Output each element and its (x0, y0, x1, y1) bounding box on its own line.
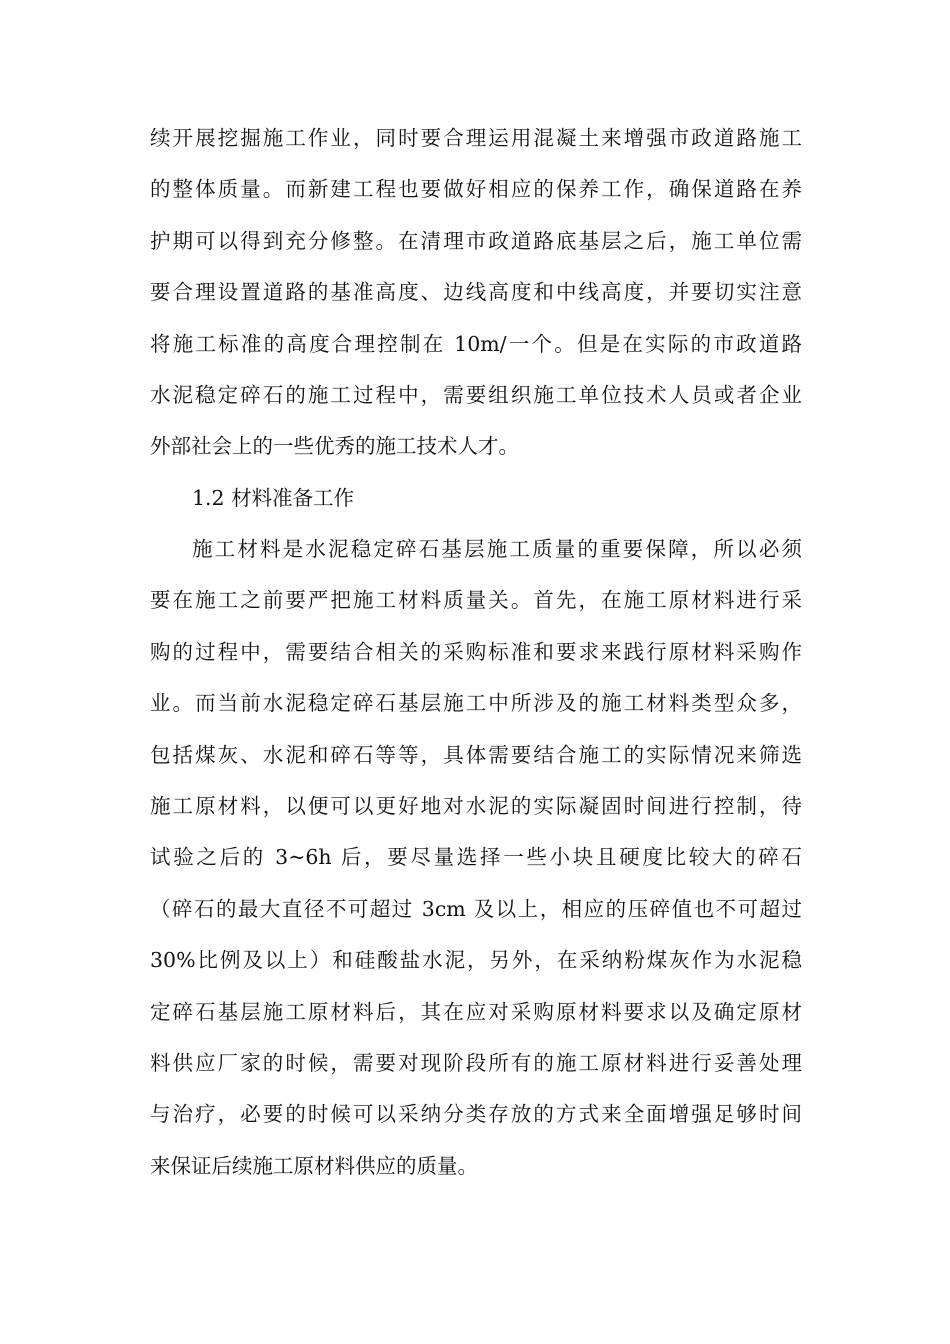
paragraph-line: 将施工标准的高度合理控制在 10m/一个。但是在实际的市政道路 (150, 331, 802, 356)
paragraph-line: 来保证后续施工原材料供应的质量。 (150, 1153, 478, 1178)
paragraph-line: 业。而当前水泥稳定碎石基层施工中所涉及的施工材料类型众多， (150, 691, 802, 716)
paragraph-line: （碎石的最大直径不可超过 3cm 及以上，相应的压碎值也不可超过 (150, 896, 802, 921)
paragraph-line: 要合理设置道路的基准高度、边线高度和中线高度，并要切实注意 (150, 280, 802, 305)
paragraph-line: 定碎石基层施工原材料后，其在应对采购原材料要求以及确定原材 (150, 999, 802, 1024)
paragraph-line: 购的过程中，需要结合相关的采购标准和要求来践行原材料采购作 (150, 639, 802, 664)
paragraph-line: 外部社会上的一些优秀的施工技术人才。 (150, 434, 519, 459)
paragraph-line: 施工材料是水泥稳定碎石基层施工质量的重要保障，所以必须 (192, 537, 802, 561)
paragraph-line: 试验之后的 3~6h 后，要尽量选择一些小块且硬度比较大的碎石 (150, 845, 802, 870)
section-heading: 1.2 材料准备工作 (192, 486, 355, 510)
section-heading-block (150, 473, 802, 524)
paragraph-line: 包括煤灰、水泥和碎石等等，具体需要结合施工的实际情况来筛选 (150, 742, 802, 767)
paragraph-line: 水泥稳定碎石的施工过程中，需要组织施工单位技术人员或者企业 (150, 382, 802, 407)
paragraph-line: 要在施工之前要严把施工材料质量关。首先，在施工原材料进行采 (150, 588, 802, 613)
paragraph-line: 施工原材料，以便可以更好地对水泥的实际凝固时间进行控制，待 (150, 793, 802, 818)
paragraph-line: 护期可以得到充分修整。在清理市政道路底基层之后，施工单位需 (150, 228, 802, 253)
paragraph-construction-prep (150, 113, 802, 473)
paragraph-line: 料供应厂家的时候，需要对现阶段所有的施工原材料进行妥善处理 (150, 1050, 802, 1075)
paragraph-line: 的整体质量。而新建工程也要做好相应的保养工作，确保道路在养 (150, 177, 802, 202)
paragraph-line: 续开展挖掘施工作业，同时要合理运用混凝土来增强市政道路施工 (150, 126, 802, 150)
paragraph-line: 30%比例及以上）和硅酸盐水泥，另外，在采纳粉煤灰作为水泥稳 (150, 948, 802, 973)
paragraph-material-prep (150, 524, 802, 1192)
paragraph-line: 与治疗，必要的时候可以采纳分类存放的方式来全面增强足够时间 (150, 1102, 802, 1127)
